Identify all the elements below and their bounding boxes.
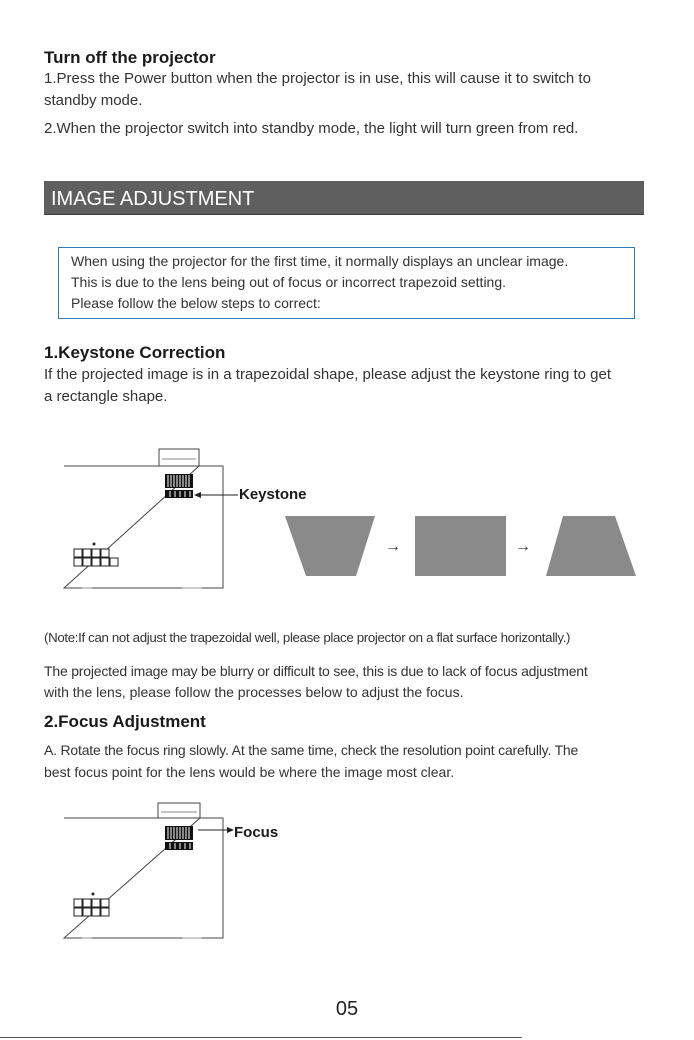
projector-top-view-keystone bbox=[62, 446, 226, 590]
page-number: 05 bbox=[335, 998, 359, 1020]
focus-body-line-b: best focus point for the lens would be where the image most clear. bbox=[44, 764, 455, 780]
turn-off-heading: Turn off the projector bbox=[44, 48, 216, 67]
focus-pointer-arrow bbox=[198, 825, 234, 835]
focus-heading: 2.Focus Adjustment bbox=[44, 712, 206, 731]
focus-intro-line-1: The projected image may be blurry or difficult to see, this is due to lack of focus adjustment bbox=[44, 663, 588, 679]
focus-label: Focus bbox=[234, 824, 279, 841]
focus-body-line-a: A. Rotate the focus ring slowly. At the same time, check the resolution point carefully. The bbox=[44, 742, 579, 758]
callout-line-3: Please follow the below steps to correct: bbox=[71, 295, 321, 311]
turn-off-step1-line-b: standby mode. bbox=[44, 92, 143, 109]
footer-rule bbox=[0, 1037, 522, 1038]
keystone-note: (Note:If can not adjust the trapezoidal well, please place projector on a flat surface horizontally.) bbox=[44, 630, 571, 645]
callout-line-2: This is due to the lens being out of focus or incorrect trapezoid setting. bbox=[71, 274, 507, 290]
keystone-shapes-sequence bbox=[285, 515, 637, 577]
focus-intro-line-2: with the lens, please follow the processes below to adjust the focus. bbox=[44, 684, 464, 700]
trapezoid-shape bbox=[546, 516, 636, 576]
keystone-heading: 1.Keystone Correction bbox=[44, 343, 226, 362]
keystone-label: Keystone bbox=[239, 486, 307, 503]
keystone-body-line-a: If the projected image is in a trapezoidal shape, please adjust the keystone ring to get bbox=[44, 366, 612, 383]
section-banner: IMAGE ADJUSTMENT bbox=[44, 181, 644, 215]
intro-callout-box bbox=[58, 247, 635, 319]
keystone-body-line-b: a rectangle shape. bbox=[44, 388, 168, 405]
keystone-pointer-arrow bbox=[194, 490, 238, 500]
keystone-arrow-1: → bbox=[385, 538, 401, 555]
callout-line-1: When using the projector for the first time, it normally displays an unclear image. bbox=[71, 253, 569, 269]
turn-off-step1-line-a: 1.Press the Power button when the projector is in use, this will cause it to switch to bbox=[44, 70, 591, 87]
turn-off-step2: 2.When the projector switch into standby mode, the light will turn green from red. bbox=[44, 120, 579, 137]
projector-top-view-focus bbox=[62, 800, 226, 944]
keystone-arrow-2: → bbox=[515, 538, 531, 555]
rectangle-shape bbox=[415, 516, 506, 576]
trapezoid-inverted-shape bbox=[285, 516, 375, 576]
